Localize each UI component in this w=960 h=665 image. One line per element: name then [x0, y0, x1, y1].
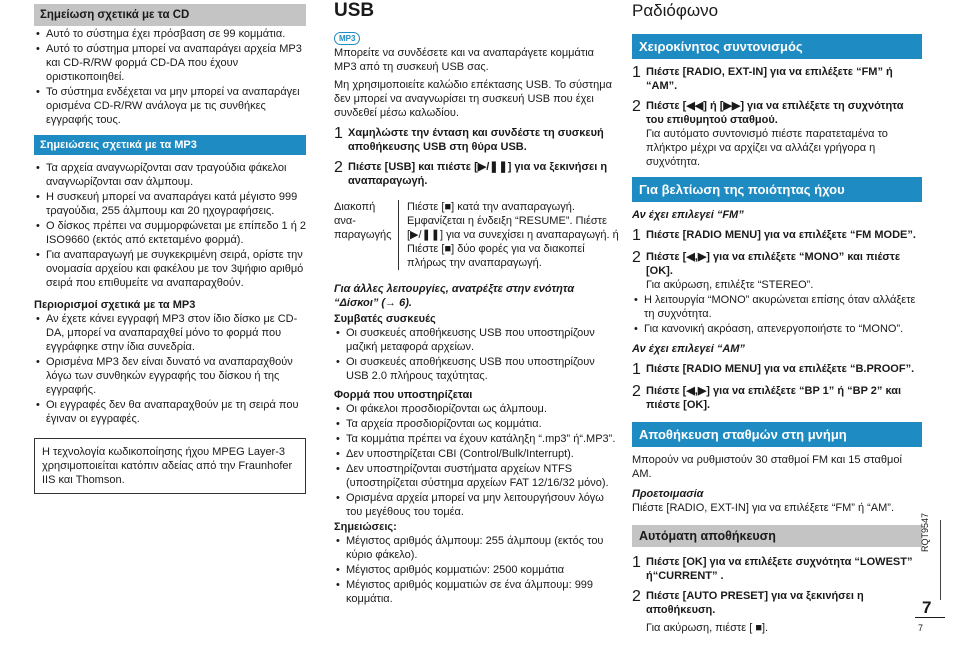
fm-step-1 — [632, 228, 922, 244]
column-radio — [632, 0, 922, 635]
step-note: Για ακύρωση, επιλέξτε “STEREO”. — [646, 279, 814, 291]
usb-warning: Μη χρησιμοποιείτε καλώδιο επέκτασης USB. Το σύστημα δεν μπορεί να αναγνωρίσει τη συσκευή USB που έχει συνδεθεί μέσω καλωδίου. — [334, 79, 612, 119]
memory-preset-header: Αποθήκευση σταθμών στη μνήμη — [632, 422, 922, 447]
compat-bullet: • Οι συσκευές αποθήκευσης USB που υποστηρίζουν USB 2.0 πλήρους ταχύτητας. — [334, 355, 619, 383]
step-text: Πιέστε [RADIO, EXT-IN] για να επιλέξετε “FM” ή “AM”. — [646, 66, 893, 92]
page-number-small: 7 — [918, 623, 924, 633]
step-number: 1 — [334, 125, 343, 142]
cd-notes-header: Σημείωση σχετικά με τα CD — [34, 4, 306, 26]
compat-bullet: • Οι συσκευές αποθήκευσης USB που υποστηρίζουν μαζική μεταφορά αρχείων. — [334, 326, 619, 354]
memory-text: Μπορούν να ρυθμιστούν 30 σταθμοί FM και 15 σταθμοί AM. — [632, 454, 902, 480]
step-text: Πιέστε [◀◀] ή [▶▶] για να επιλέξετε τη συχνότητα του επιθυμητού σταθμού. — [646, 100, 904, 126]
step-text: Χαμηλώστε την ένταση και συνδέστε τη συσκευή αποθήκευσης USB στη θύρα USB. — [348, 127, 604, 153]
step-number: 1 — [632, 554, 641, 571]
format-bullet: • Δεν υποστηρίζονται συστήματα αρχείων NTFS (υποστηρίζεται σύστημα αρχείων FAT 12/16/32 μόνο). — [334, 462, 619, 490]
mp3-badge: MP3 — [334, 32, 360, 45]
cd-bullet-list — [34, 27, 306, 127]
step-note: Για ακύρωση, πιέστε [ ■]. — [646, 622, 769, 634]
compatible-devices-header: Συμβατές συσκευές — [334, 313, 436, 325]
step-number: 1 — [632, 64, 641, 81]
auto-step-1 — [632, 555, 922, 583]
page-number-large: 7 — [922, 598, 932, 617]
usb-title: USB — [334, 0, 375, 21]
mp3-limits-header: Περιορισμοί σχετικά με τα MP3 — [34, 299, 196, 311]
compat-bullet-list — [334, 326, 619, 383]
stop-playback-text: Πιέστε [■] κατά την αναπαραγωγή. Εμφανίζεται η ένδειξη “RESUME”. Πιέστε [▶/❚❚] για να συνεχίσει η αναπαραγωγή. ή Πιέστε [■] δύο φορές για να διακοπεί πλήρως την αναπαραγωγή. — [407, 201, 619, 269]
format-bullet: • Δεν υποστηρίζεται CBI (Control/Bulk/Interrupt). — [334, 447, 619, 461]
document-code: RQT9547 — [920, 512, 930, 552]
step-number: 2 — [632, 249, 641, 266]
mp3-bullet: • Η συσκευή μπορεί να αναπαράγει κατά μέγιστο 999 τραγούδια, 255 άλμπουμ και 20 ηχογραφήσεις. — [34, 190, 306, 218]
usb-intro: Μπορείτε να συνδέσετε και να αναπαράγετε κομμάτια MP3 από τη συσκευή USB σας. — [334, 47, 595, 73]
am-step-1 — [632, 362, 922, 378]
formats-bullet-list — [334, 402, 619, 519]
mp3-notes-header: Σημειώσεις σχετικά με τα MP3 — [34, 135, 306, 155]
cd-bullet: • Αυτό το σύστημα έχει πρόσβαση σε 99 κομμάτια. — [34, 27, 306, 41]
limits-bullet: • Αν έχετε κάνει εγγραφή MP3 στον ίδιο δίσκο με CD-DA, μπορεί να αναπαραχθεί μόνο το φορμά που εγγράφηκε στην ίδια συνεδρία. — [34, 312, 306, 354]
step-number: 1 — [632, 361, 641, 378]
cd-bullet: • Αυτό το σύστημα μπορεί να αναπαράγει αρχεία MP3 και CD-R/RW φορμά CD-DA που έχουν οριστικοποιηθεί. — [34, 42, 306, 84]
step-number: 2 — [632, 383, 641, 400]
stop-playback-table — [334, 200, 619, 270]
note-bullet: • Μέγιστος αριθμός κομματιών: 2500 κομμάτια — [334, 563, 619, 577]
usb-step-2 — [334, 160, 619, 188]
step-content — [646, 250, 922, 292]
fm-subheader: Αν έχει επιλεγεί “FM” — [632, 209, 744, 221]
step-text: Πιέστε [◀,▶] για να επιλέξετε “MONO” και πιέστε [OK]. — [646, 251, 901, 277]
notes-bullet-list — [334, 534, 619, 606]
auto-step-2 — [632, 589, 922, 635]
preparation-text: Πιέστε [RADIO, EXT-IN] για να επιλέξετε “FM” ή “AM”. — [632, 502, 895, 514]
step-text: Πιέστε [USB] και πιέστε [▶/❚❚] για να ξεκινήσει η αναπαραγωγή. — [348, 161, 608, 187]
auto-preset-header: Αυτόματη αποθήκευση — [632, 525, 922, 547]
notes-header: Σημειώσεις: — [334, 521, 397, 533]
step-number: 1 — [632, 227, 641, 244]
step-note: Για αυτόματο συντονισμό πιέστε παρατεταμένα το πλήκτρο μέχρι να αρχίζει να αλλάζει γρήγορα η συχνότητα. — [646, 128, 888, 168]
fm-bullet-list — [632, 293, 922, 336]
preparation-subheader: Προετοιμασία — [632, 488, 704, 500]
usb-step-1 — [334, 126, 619, 154]
format-bullet: • Οι φάκελοι προσδιορίζονται ως άλμπουμ. — [334, 402, 619, 416]
sound-quality-header: Για βελτίωση της ποιότητας ήχου — [632, 177, 922, 202]
step-text: Πιέστε [◀,▶] για να επιλέξετε “BP 1” ή “BP 2” και πιέστε [OK]. — [646, 385, 902, 411]
step-text: Πιέστε [RADIO MENU] για να επιλέξετε “FM MODE”. — [646, 229, 916, 241]
limits-bullet: • Ορισμένα MP3 δεν είναι δυνατό να αναπαραχθούν λόγω των συνθηκών εγγραφής του δίσκου ή της εγγραφής. — [34, 355, 306, 397]
radio-title: Ραδιόφωνο — [632, 1, 719, 20]
note-bullet: • Μέγιστος αριθμός άλμπουμ: 255 άλμπουμ (εκτός του κύριο φάκελο). — [334, 534, 619, 562]
mp3-bullet: • Για αναπαραγωγή με συγκεκριμένη σειρά, ορίστε την ονομασία αρχείου και φακέλου με τον 3ψήφιο αριθμό σειρά που επιθυμείτε να αναπαραχθούν. — [34, 248, 306, 290]
step-number: 2 — [632, 98, 641, 115]
limits-bullet: • Οι εγγραφές δεν θα αναπαραχθούν με τη σειρά που έγιναν οι εγγραφές. — [34, 398, 306, 426]
fm-bullet: • Η λειτουργία “MONO” ακυρώνεται επίσης όταν αλλάξετε τη συχνότητα. — [632, 293, 922, 321]
page-margin-rule — [940, 520, 941, 600]
step-number: 2 — [632, 588, 641, 605]
step-text: Πιέστε [AUTO PRESET] για να ξεκινήσει η αποθήκευση. — [646, 590, 864, 616]
step-number: 2 — [334, 159, 343, 176]
column-usb — [334, 0, 619, 606]
fm-bullet: • Για κανονική ακρόαση, απενεργοποιήστε το “MONO”. — [632, 322, 922, 336]
mpeg-license-box: Η τεχνολογία κωδικοποίησης ήχου MPEG Layer-3 χρησιμοποιείται κατόπιν αδείας από την Fraunhofer IIS και Thomson. — [34, 438, 306, 494]
step-text: Πιέστε [RADIO MENU] για να επιλέξετε “B.PROOF”. — [646, 363, 915, 375]
format-bullet: • Τα αρχεία προσδιορίζονται ως κομμάτια. — [334, 417, 619, 431]
cd-bullet: • Το σύστημα ενδέχεται να μην μπορεί να αναπαράγει ορισμένα CD-R/RW ανάλογα με τις συνθήκες εγγραφής τους. — [34, 85, 306, 127]
mp3-bullet: • Ο δίσκος πρέπει να συμμορφώνεται με επίπεδο 1 ή 2 ISO9660 (εκτός από εκτεταμένο φορμά). — [34, 219, 306, 247]
step-content — [646, 589, 922, 635]
mp3-bullet-list — [34, 161, 306, 290]
manual-tuning-header: Χειροκίνητος συντονισμός — [632, 34, 922, 59]
limits-bullet-list — [34, 312, 306, 426]
format-bullet: • Ορισμένα αρχεία μπορεί να μην λειτουργήσουν λόγω του μεγέθους του τομέα. — [334, 491, 619, 519]
stop-playback-label: Διακοπή ανα-παραγωγής — [334, 200, 399, 270]
format-bullet: • Τα κομμάτια πρέπει να έχουν κατάληξη “.mp3” ή“.MP3”. — [334, 432, 619, 446]
note-bullet: • Μέγιστος αριθμός κομματιών σε ένα άλμπουμ: 999 κομμάτια. — [334, 578, 619, 606]
am-subheader: Αν έχει επιλεγεί “AM” — [632, 343, 745, 355]
manual-step-1 — [632, 65, 922, 93]
manual-step-2 — [632, 99, 922, 169]
step-text: Πιέστε [OK] για να επιλέξετε συχνότητα “LOWEST” ή“CURRENT” . — [646, 556, 913, 582]
fm-step-2 — [632, 250, 922, 292]
column-cd-notes — [34, 0, 306, 494]
step-content — [646, 99, 922, 169]
page-number-underline — [915, 617, 945, 618]
mp3-bullet: • Τα αρχεία αναγνωρίζονται σαν τραγούδια φάκελοι αναγνωρίζονται σαν άλμπουμ. — [34, 161, 306, 189]
am-step-2 — [632, 384, 922, 412]
supported-formats-header: Φορμά που υποστηρίζεται — [334, 389, 473, 401]
other-functions-note: Για άλλες λειτουργίες, ανατρέξτε στην ενότητα “Δίσκοι” (→ 6). — [334, 283, 575, 309]
